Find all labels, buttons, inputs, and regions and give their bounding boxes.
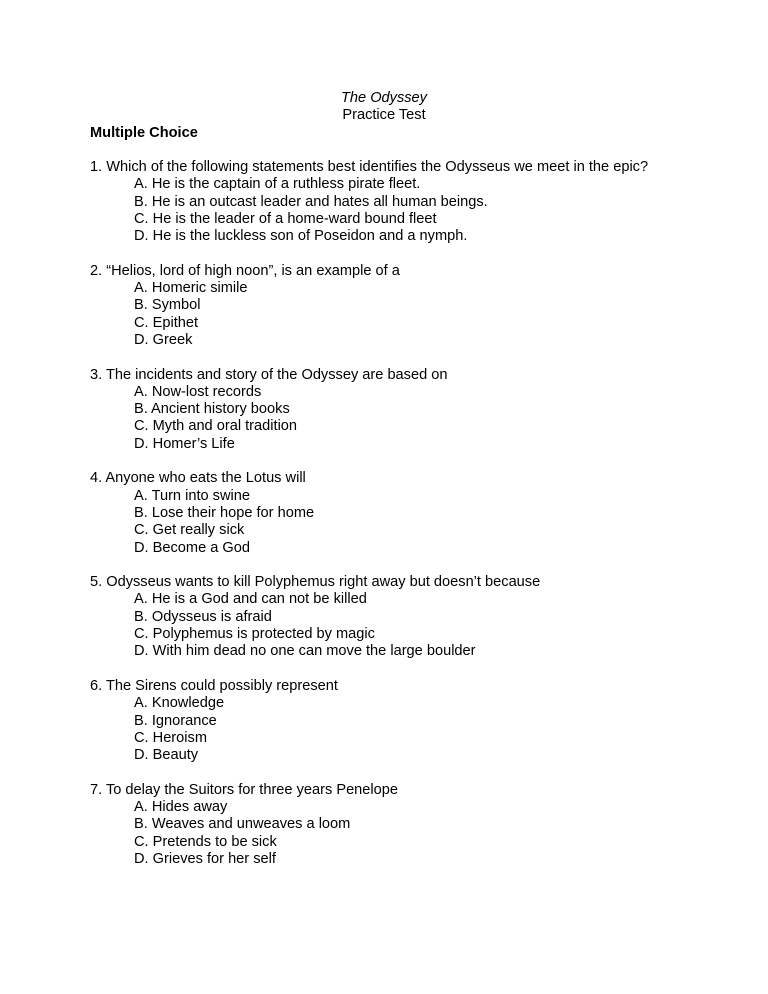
choice-d: D. He is the luckless son of Poseidon and a nymph. xyxy=(134,228,468,245)
question-list xyxy=(90,159,730,885)
choice-b: B. Ancient history books xyxy=(134,401,290,418)
choice-b: B. Odysseus is afraid xyxy=(134,608,272,625)
question-stem: 5. Odysseus wants to kill Polyphemus right away but doesn’t because xyxy=(90,574,541,591)
question-stem: 1. Which of the following statements best identifies the Odysseus we meet in the epic? xyxy=(90,159,649,175)
choice-list xyxy=(90,280,730,349)
choice-d: D. Greek xyxy=(134,331,193,348)
choice-d: D. Homer’s Life xyxy=(134,435,235,452)
choice-a: A. Now-lost records xyxy=(134,383,262,400)
document-title: The Odyssey xyxy=(341,90,427,106)
choice-a: A. Hides away xyxy=(134,798,228,815)
question-6 xyxy=(90,678,730,764)
choice-c: C. He is the leader of a home-ward bound fleet xyxy=(134,210,437,227)
choice-list xyxy=(90,799,730,868)
choice-a: A. Homeric simile xyxy=(134,280,248,297)
choice-c: C. Heroism xyxy=(134,729,207,746)
title-block xyxy=(0,90,768,125)
choice-list xyxy=(90,384,730,453)
choice-b: B. Weaves and unweaves a loom xyxy=(134,816,351,833)
choice-list xyxy=(90,591,730,660)
choice-a: A. He is the captain of a ruthless pirate fleet. xyxy=(134,176,421,193)
question-7 xyxy=(90,782,730,868)
choice-list xyxy=(90,695,730,764)
choice-c: C. Polyphemus is protected by magic xyxy=(134,626,375,643)
choice-c: C. Myth and oral tradition xyxy=(134,418,298,435)
choice-c: C. Pretends to be sick xyxy=(134,833,277,850)
choice-d: D. With him dead no one can move the large boulder xyxy=(134,643,476,660)
question-4 xyxy=(90,470,730,556)
choice-list xyxy=(90,488,730,557)
question-2 xyxy=(90,263,730,349)
choice-b: B. He is an outcast leader and hates all human beings. xyxy=(134,193,488,210)
choice-a: A. He is a God and can not be killed xyxy=(134,591,367,608)
question-stem: 3. The incidents and story of the Odyssey are based on xyxy=(90,366,448,383)
choice-b: B. Ignorance xyxy=(134,712,217,729)
question-5 xyxy=(90,574,730,660)
choice-b: B. Symbol xyxy=(134,297,201,314)
choice-list xyxy=(90,176,730,245)
question-stem: 2. “Helios, lord of high noon”, is an example of a xyxy=(90,262,400,279)
question-stem: 7. To delay the Suitors for three years Penelope xyxy=(90,781,399,798)
question-stem: 6. The Sirens could possibly represent xyxy=(90,677,338,694)
choice-d: D. Become a God xyxy=(134,539,250,556)
question-1 xyxy=(90,159,730,245)
choice-d: D. Beauty xyxy=(134,747,199,764)
document-subtitle: Practice Test xyxy=(342,107,426,124)
question-stem: 4. Anyone who eats the Lotus will xyxy=(90,470,306,487)
choice-c: C. Epithet xyxy=(134,314,199,331)
choice-a: A. Knowledge xyxy=(134,695,225,712)
choice-a: A. Turn into swine xyxy=(134,487,250,504)
question-3 xyxy=(90,367,730,453)
choice-d: D. Grieves for her self xyxy=(134,850,276,867)
section-heading: Multiple Choice xyxy=(90,125,198,141)
choice-b: B. Lose their hope for home xyxy=(134,504,315,521)
choice-c: C. Get really sick xyxy=(134,522,245,539)
